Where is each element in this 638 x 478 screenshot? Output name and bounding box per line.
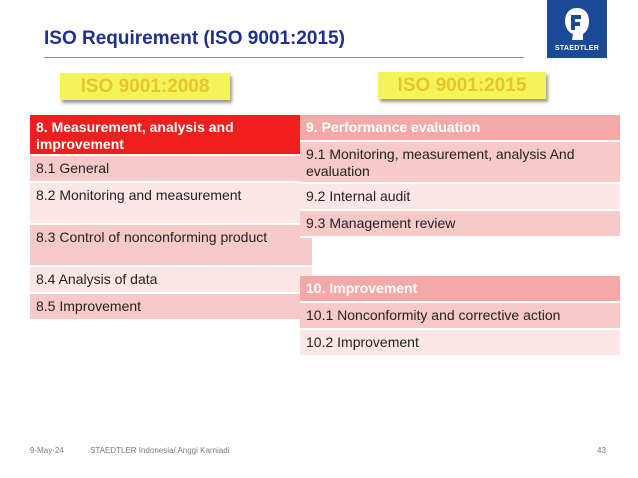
- staedtler-logo: [547, 0, 607, 58]
- clause-9-3: 9.3 Management review: [300, 211, 620, 238]
- clause-9-2: 9.2 Internal audit: [300, 184, 620, 211]
- badge-iso-2015: ISO 9001:2015: [378, 72, 546, 99]
- iso-2015-clauses-10: [300, 276, 620, 357]
- slide-title: ISO Requirement (ISO 9001:2015): [44, 28, 345, 49]
- footer-author: STAEDTLER Indonesia/ Anggi Karniadi: [90, 446, 230, 455]
- iso-2008-clauses: [30, 115, 312, 321]
- clause-8-5: 8.5 Improvement: [30, 294, 312, 321]
- iso-2015-clauses-9: [300, 115, 620, 238]
- clause-8-header: 8. Measurement, analysis and improvement: [30, 115, 312, 156]
- clause-9-header: 9. Performance evaluation: [300, 115, 620, 142]
- logo-wordmark: STAEDTLER: [554, 45, 600, 52]
- badge-iso-2008: ISO 9001:2008: [60, 73, 230, 100]
- clause-9-1: 9.1 Monitoring, measurement, analysis And evaluation: [300, 142, 620, 184]
- footer-page-number: 43: [597, 446, 606, 455]
- clause-8-4: 8.4 Analysis of data: [30, 267, 312, 294]
- footer-date: 9-May-24: [30, 446, 64, 455]
- mars-head-icon: [563, 6, 591, 42]
- clause-10-header: 10. Improvement: [300, 276, 620, 303]
- title-divider: [44, 57, 524, 58]
- clause-8-3: 8.3 Control of nonconforming product: [30, 225, 312, 267]
- clause-10-2: 10.2 Improvement: [300, 330, 620, 357]
- clause-8-1: 8.1 General: [30, 156, 312, 183]
- clause-8-2: 8.2 Monitoring and measurement: [30, 183, 312, 225]
- clause-10-1: 10.1 Nonconformity and corrective action: [300, 303, 620, 330]
